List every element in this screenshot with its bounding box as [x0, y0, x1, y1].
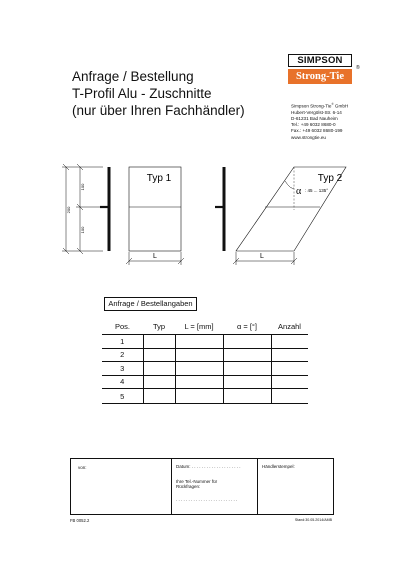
- table-row: [102, 389, 308, 404]
- title-line-1: Anfrage / Bestellung: [72, 69, 194, 84]
- cell-length[interactable]: [175, 335, 223, 349]
- phone-label-line-1: Ihre Tel.-Nummer für: [176, 479, 218, 484]
- type2-length-dim: [233, 252, 297, 265]
- alpha-symbol: α: [296, 186, 302, 197]
- cell-quantity[interactable]: [271, 362, 308, 376]
- cell-length[interactable]: [175, 362, 223, 376]
- dim-100-bottom: 100: [80, 226, 85, 234]
- address-line: Hubert-Vergölst-Str. 6-14: [291, 109, 342, 115]
- row-position: 3: [102, 362, 143, 376]
- alpha-range: : 45 ... 135°: [305, 188, 329, 193]
- title-line-3: (nur über Ihren Fachhändler): [72, 103, 245, 118]
- title-line-2: T-Profil Alu - Zuschnitte: [72, 86, 212, 101]
- date-label: Datum: . . . . . . . . . . . . . . . . . . . .: [176, 464, 241, 469]
- cell-quantity[interactable]: [271, 348, 308, 362]
- cell-length[interactable]: [175, 375, 223, 389]
- company-reg-mark: ®: [331, 102, 334, 106]
- alpha-arc: [285, 181, 294, 188]
- logo-bottom-text: Strong-Tie: [288, 69, 352, 84]
- type1-label: Typ 1: [146, 173, 172, 184]
- type2-label: Typ 2: [317, 173, 343, 184]
- column-header: Typ: [143, 318, 175, 335]
- dim-200: 200: [66, 206, 71, 214]
- t-profile-type1: [100, 167, 111, 251]
- row-position: 1: [102, 335, 143, 349]
- row-position: 2: [102, 348, 143, 362]
- from-label: von:: [78, 465, 87, 470]
- form-code: FB 0052.2: [70, 518, 90, 523]
- address-line: Fax.: +49 6032 8680-199: [291, 128, 343, 134]
- address-line: www.strongtie.eu: [291, 134, 326, 140]
- table-row: [102, 362, 308, 376]
- table-row: [102, 375, 308, 389]
- revision-date: Stand:30.05.2014/AMB: [294, 518, 332, 522]
- logo-top-text: SIMPSON: [288, 54, 352, 67]
- column-header: L = [mm]: [175, 318, 223, 335]
- dealer-stamp-label: Händlerstempel:: [262, 464, 295, 469]
- cell-typ[interactable]: [143, 335, 175, 349]
- footer-divider-1: [171, 459, 172, 514]
- cell-typ[interactable]: [143, 362, 175, 376]
- column-header: Anzahl: [271, 318, 308, 335]
- address-line: Tel.: +49 6032 8680-0: [291, 122, 336, 128]
- cell-length[interactable]: [175, 389, 223, 404]
- cell-angle[interactable]: [223, 389, 271, 404]
- table-header: [102, 318, 308, 335]
- cell-angle[interactable]: [223, 335, 271, 349]
- table-row: [102, 348, 308, 362]
- registered-mark: ®: [356, 65, 360, 71]
- cell-quantity[interactable]: [271, 389, 308, 404]
- column-header: α = [°]: [223, 318, 271, 335]
- cell-quantity[interactable]: [271, 335, 308, 349]
- footer-box: [70, 458, 334, 515]
- company-suffix: GmbH: [333, 103, 349, 109]
- cell-typ[interactable]: [143, 348, 175, 362]
- cell-angle[interactable]: [223, 375, 271, 389]
- order-table: [102, 318, 308, 404]
- request-section-label: Anfrage / Bestellangaben: [104, 297, 197, 311]
- company-name: Simpson Strong-Tie: [291, 103, 332, 109]
- footer-divider-2: [257, 459, 258, 514]
- table-row: [102, 335, 308, 349]
- cell-typ[interactable]: [143, 375, 175, 389]
- column-header: Pos.: [102, 318, 143, 335]
- phone-dots: . . . . . . . . . . . . . . . . . . . . . . . . .: [176, 497, 238, 502]
- type2-length-label: L: [260, 253, 264, 260]
- dim-100-top: 100: [80, 183, 85, 191]
- cell-angle[interactable]: [223, 348, 271, 362]
- cell-length[interactable]: [175, 348, 223, 362]
- cell-angle[interactable]: [223, 362, 271, 376]
- address-line: D-61231 Bad Nauheim: [291, 115, 338, 121]
- type1-length-label: L: [153, 253, 157, 260]
- phone-label-line-2: Rückfragen:: [176, 484, 201, 489]
- row-position: 4: [102, 375, 143, 389]
- cell-typ[interactable]: [143, 389, 175, 404]
- cell-quantity[interactable]: [271, 375, 308, 389]
- row-position: 5: [102, 389, 143, 404]
- t-profile-type2: [215, 167, 226, 251]
